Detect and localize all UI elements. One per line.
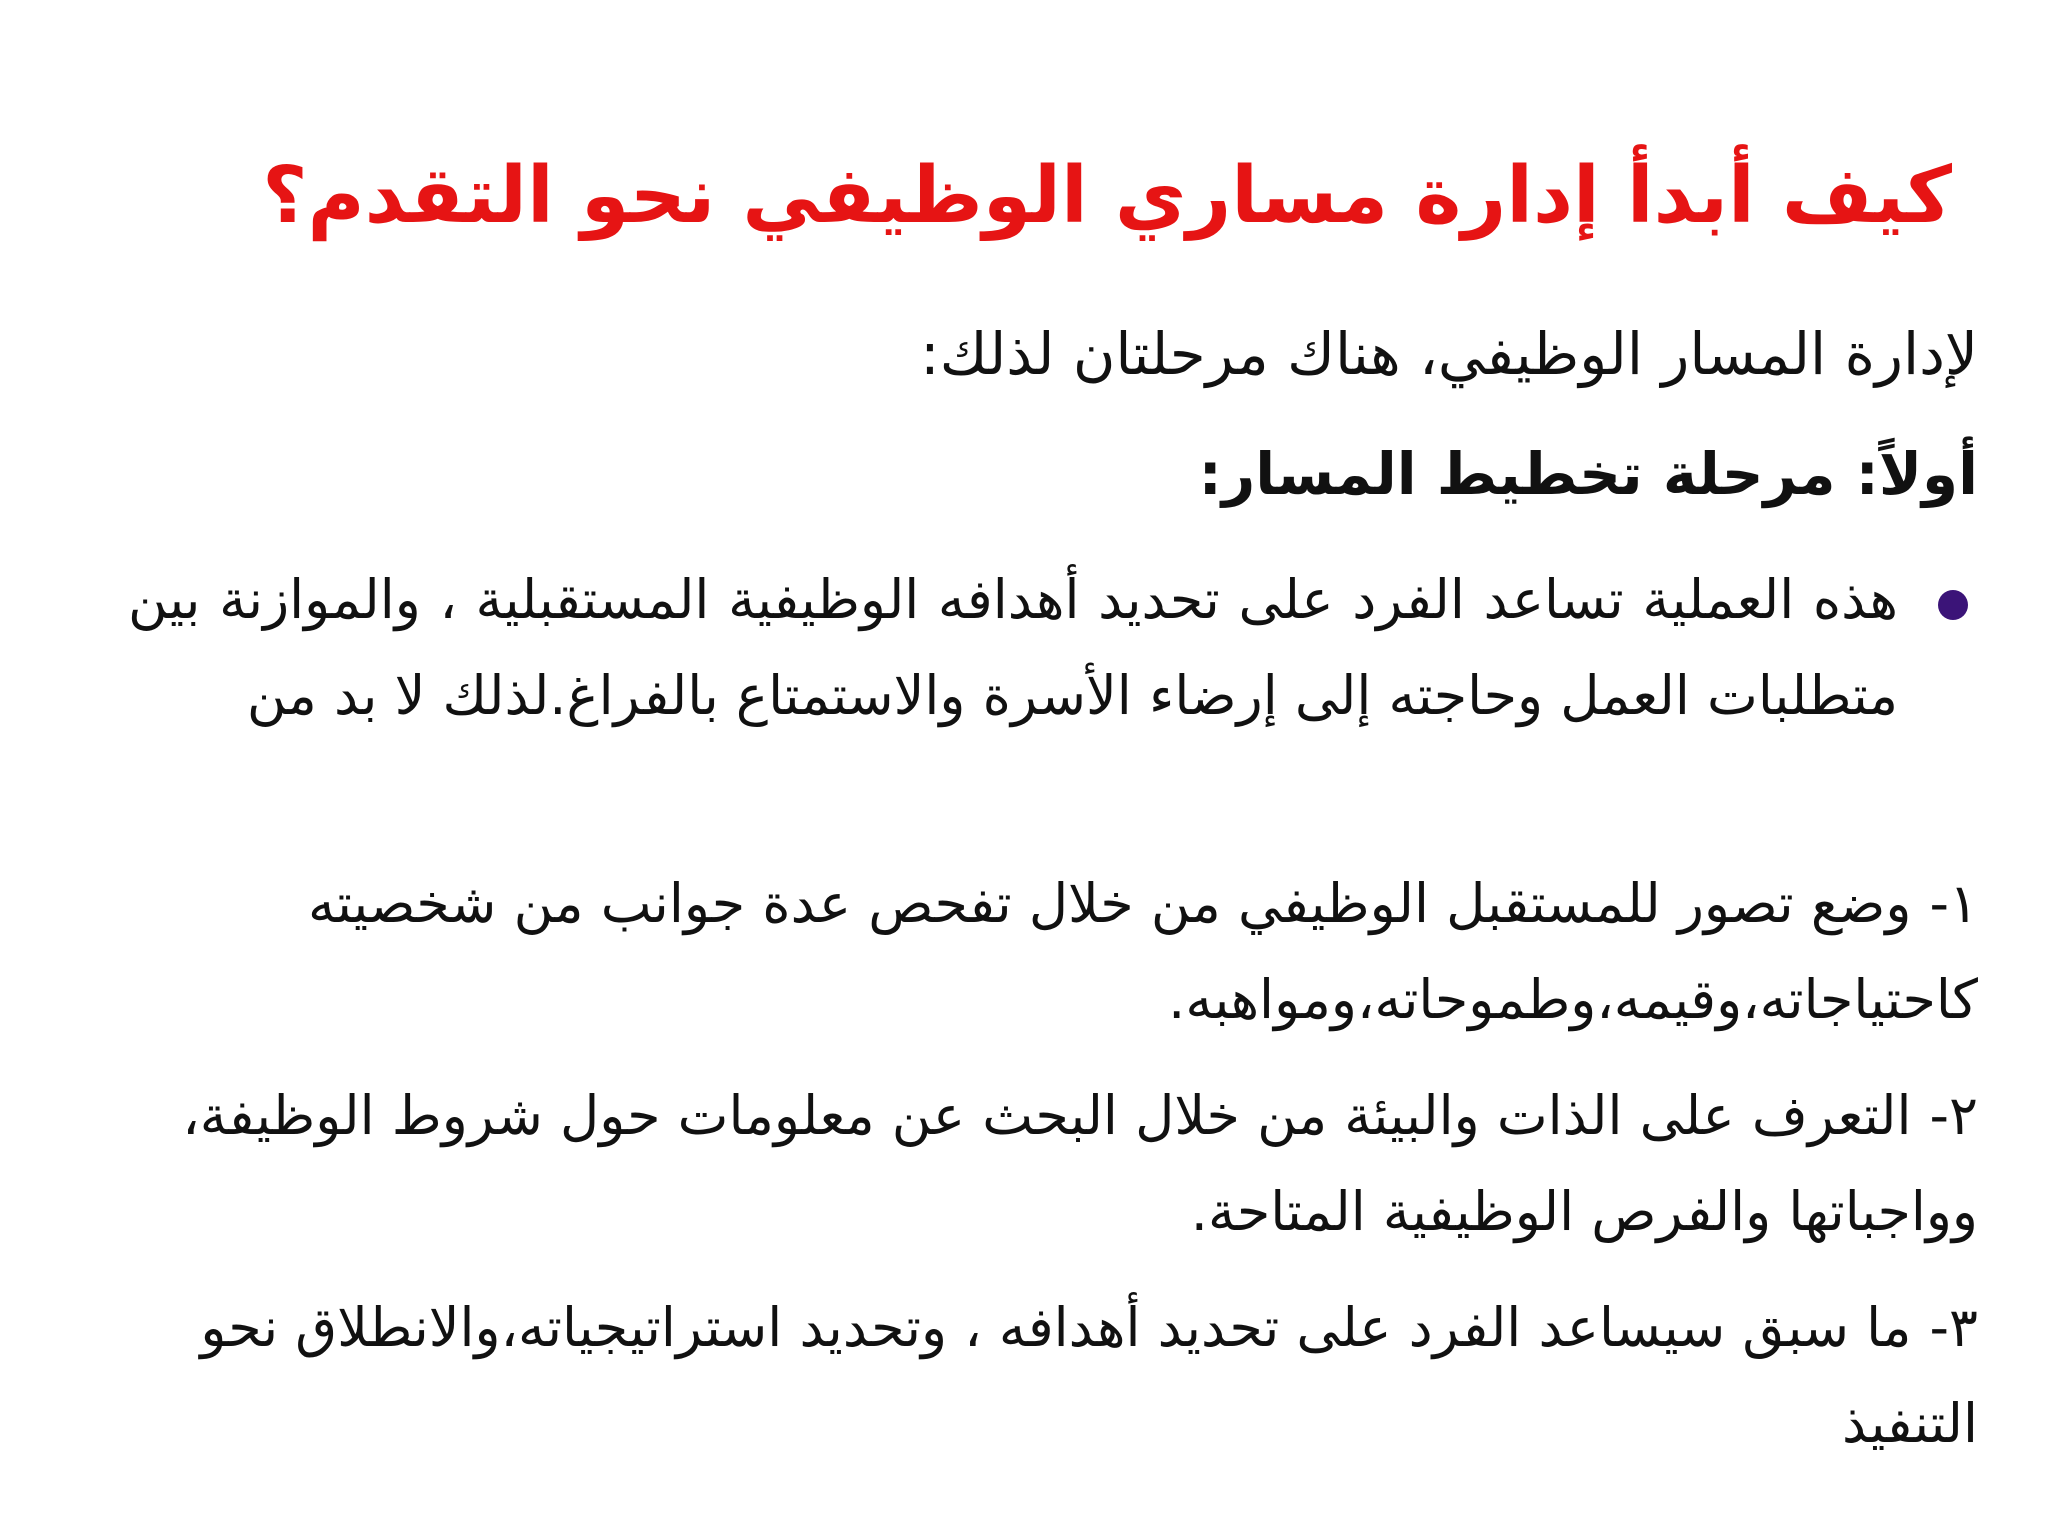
phase-heading: أولاً: مرحلة تخطيط المسار: [1198,440,1978,508]
list-item-number: ٢- [1929,1084,1978,1147]
intro-text: لإدارة المسار الوظيفي، هناك مرحلتان لذلك: [920,320,1978,388]
list-item-number: ٣- [1929,1296,1978,1359]
list-item-2 [98,1068,1978,1260]
list-item-number: ١- [1929,872,1978,935]
list-item-text: ما سبق سيساعد الفرد على تحديد أهدافه ، وتحديد استراتيجياته،والانطلاق نحو التنفيذ [200,1296,1978,1455]
list-item-text: التعرف على الذات والبيئة من خلال البحث عن معلومات حول شروط الوظيفة، وواجباتها والفرص الوظيفية المتاحة. [182,1084,1978,1243]
list-item-3 [188,1280,1978,1472]
bullet-paragraph: هذه العملية تساعد الفرد على تحديد أهدافه الوظيفية المستقبلية ، والموازنة بين متطلبات العمل وحاجته إلى إرضاء الأسرة والاستمتاع بالفراغ.لذلك لا بد من [128,568,1898,727]
slide-title: كيف أبدأ إدارة مساري الوظيفي نحو التقدم؟ [262,151,1952,241]
bullet-icon [1938,590,1968,620]
list-item-text: وضع تصور للمستقبل الوظيفي من خلال تفحص عدة جوانب من شخصيته كاحتياجاته،وقيمه،وطموحاته،ومواهبه. [307,872,1978,1031]
list-item-1 [188,856,1978,1048]
